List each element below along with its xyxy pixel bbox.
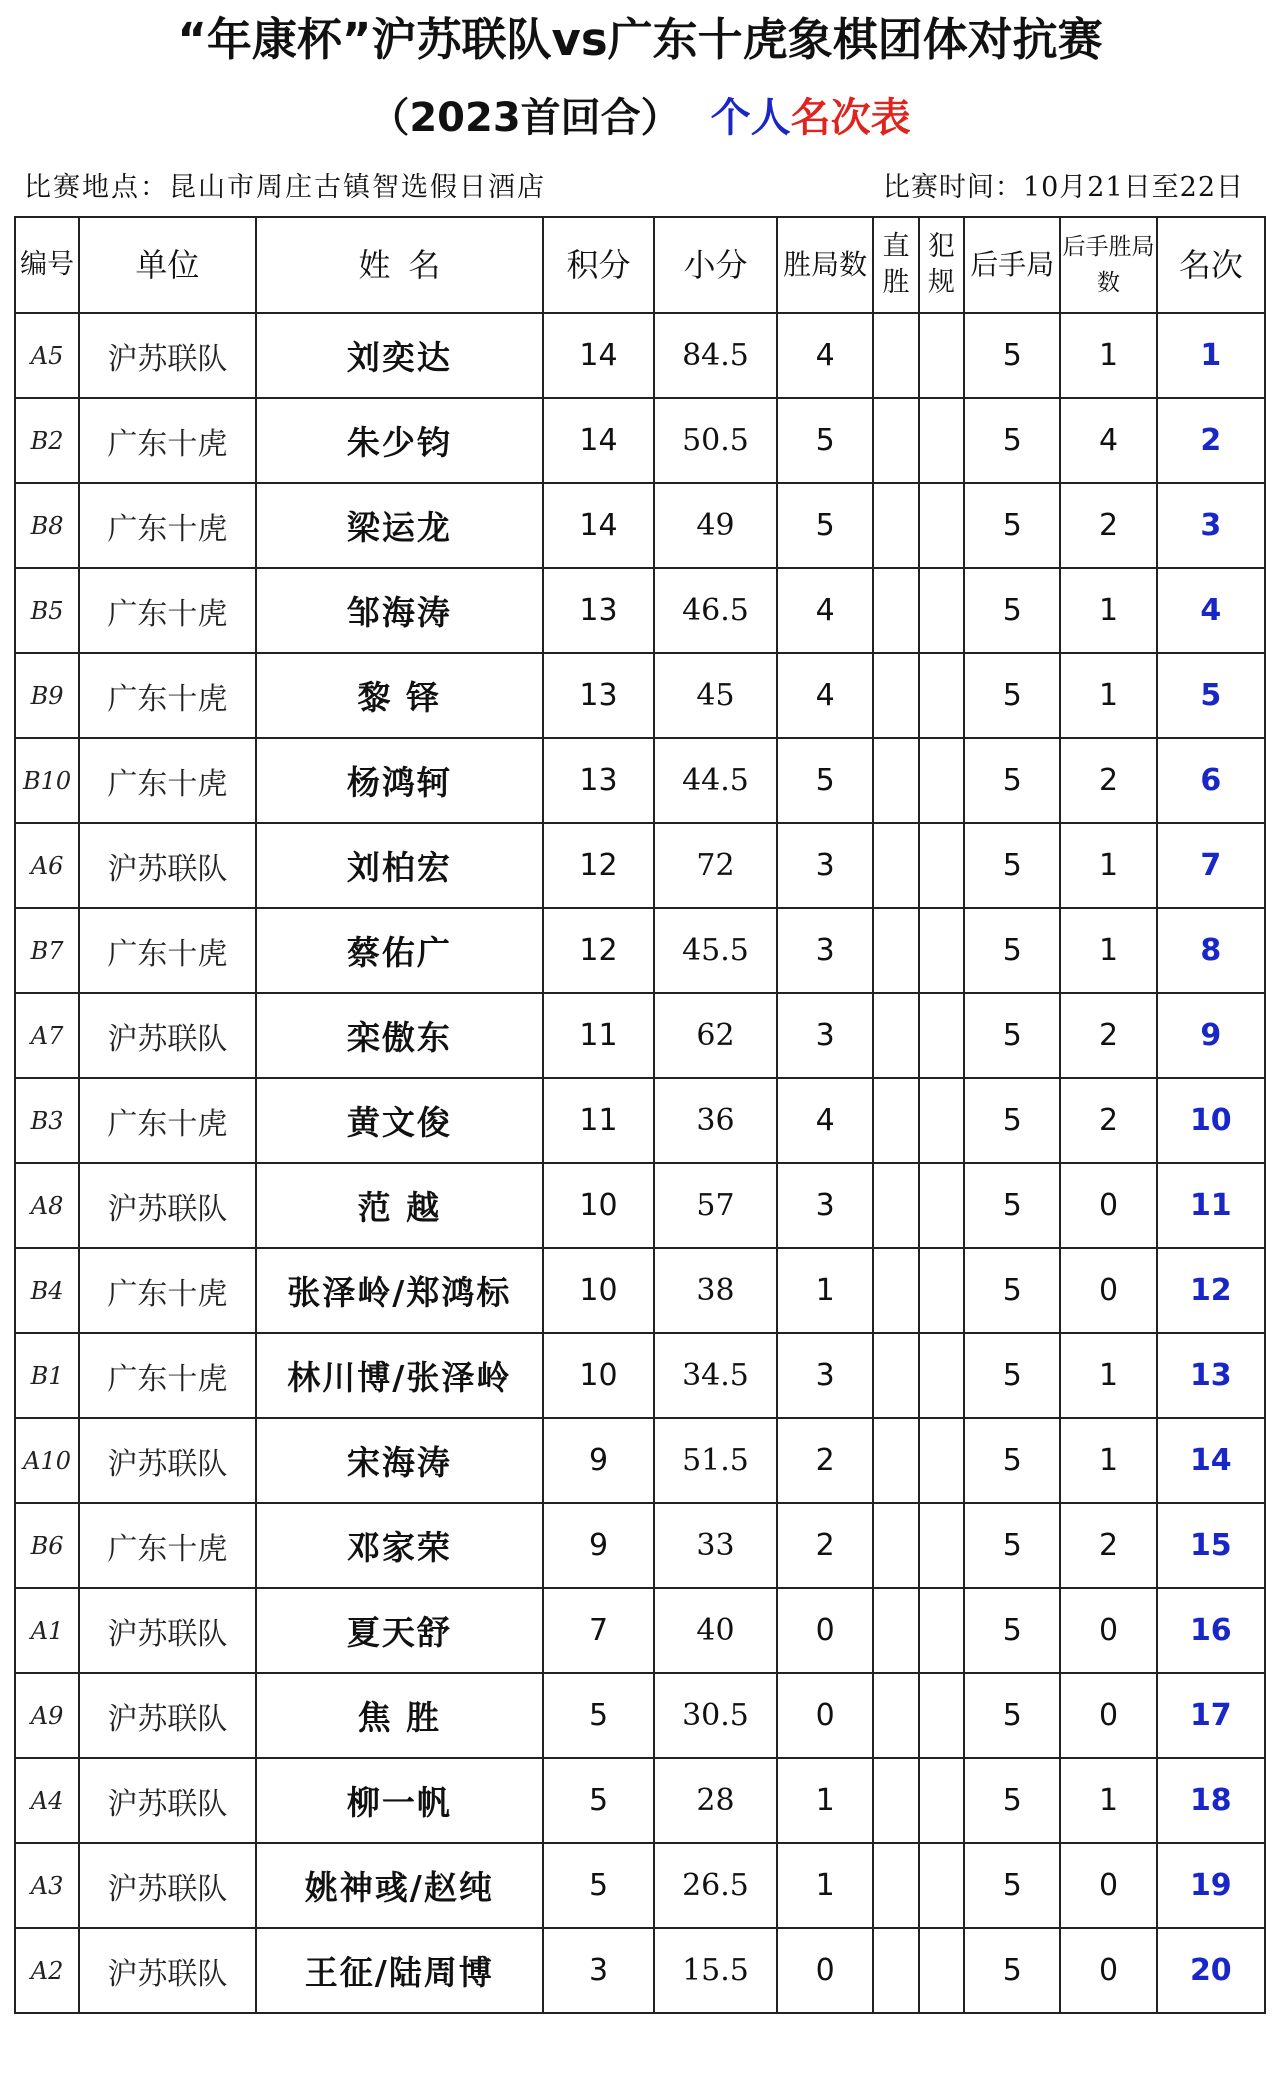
player-black-wins: 0 — [1060, 1928, 1156, 2013]
player-foul — [919, 653, 964, 738]
player-points: 9 — [543, 1418, 654, 1503]
player-code: B6 — [15, 1503, 79, 1588]
player-black-games: 5 — [964, 1503, 1060, 1588]
player-black-wins: 4 — [1060, 398, 1156, 483]
player-team: 沪苏联队 — [79, 1588, 255, 1673]
player-foul — [919, 483, 964, 568]
player-rank: 4 — [1157, 568, 1265, 653]
header-foul: 犯规 — [919, 217, 964, 313]
player-sub-score: 36 — [654, 1078, 777, 1163]
table-name-part2: 名次表 — [790, 95, 911, 141]
player-wins: 3 — [777, 993, 873, 1078]
player-name: 梁运龙 — [256, 483, 543, 568]
player-sub-score: 44.5 — [654, 738, 777, 823]
page-subtitle — [0, 88, 1280, 148]
player-black-wins: 1 — [1060, 1758, 1156, 1843]
player-code: B1 — [15, 1333, 79, 1418]
player-team: 广东十虎 — [79, 398, 255, 483]
player-code: B3 — [15, 1078, 79, 1163]
player-direct-win — [873, 483, 918, 568]
player-foul — [919, 1248, 964, 1333]
player-rank: 14 — [1157, 1418, 1265, 1503]
table-row — [15, 568, 1265, 653]
player-sub-score: 34.5 — [654, 1333, 777, 1418]
player-foul — [919, 1078, 964, 1163]
player-sub-score: 50.5 — [654, 398, 777, 483]
player-sub-score: 46.5 — [654, 568, 777, 653]
player-wins: 3 — [777, 1333, 873, 1418]
player-code: A10 — [15, 1418, 79, 1503]
player-black-wins: 2 — [1060, 1078, 1156, 1163]
player-code: B5 — [15, 568, 79, 653]
player-name: 范 越 — [256, 1163, 543, 1248]
player-rank: 11 — [1157, 1163, 1265, 1248]
player-direct-win — [873, 1503, 918, 1588]
player-code: A4 — [15, 1758, 79, 1843]
table-row — [15, 1928, 1265, 2013]
player-direct-win — [873, 653, 918, 738]
player-name: 刘奕达 — [256, 313, 543, 398]
player-team: 广东十虎 — [79, 483, 255, 568]
header-team: 单位 — [79, 217, 255, 313]
player-team: 沪苏联队 — [79, 313, 255, 398]
player-direct-win — [873, 1673, 918, 1758]
player-wins: 4 — [777, 568, 873, 653]
table-row — [15, 1758, 1265, 1843]
player-points: 10 — [543, 1163, 654, 1248]
player-name: 王征/陆周博 — [256, 1928, 543, 2013]
player-black-wins: 2 — [1060, 738, 1156, 823]
player-team: 沪苏联队 — [79, 1758, 255, 1843]
player-sub-score: 26.5 — [654, 1843, 777, 1928]
player-rank: 20 — [1157, 1928, 1265, 2013]
table-header-row — [15, 217, 1265, 313]
player-black-games: 5 — [964, 653, 1060, 738]
player-foul — [919, 823, 964, 908]
player-points: 12 — [543, 823, 654, 908]
player-sub-score: 84.5 — [654, 313, 777, 398]
player-code: A3 — [15, 1843, 79, 1928]
player-rank: 2 — [1157, 398, 1265, 483]
player-team: 广东十虎 — [79, 1078, 255, 1163]
player-rank: 10 — [1157, 1078, 1265, 1163]
player-direct-win — [873, 1163, 918, 1248]
player-black-wins: 1 — [1060, 568, 1156, 653]
player-foul — [919, 1928, 964, 2013]
player-direct-win — [873, 1843, 918, 1928]
table-name-part1: 个人 — [710, 95, 791, 141]
table-row — [15, 1078, 1265, 1163]
player-points: 10 — [543, 1333, 654, 1418]
player-code: B2 — [15, 398, 79, 483]
player-name: 邓家荣 — [256, 1503, 543, 1588]
player-team: 沪苏联队 — [79, 1673, 255, 1758]
player-rank: 16 — [1157, 1588, 1265, 1673]
player-black-wins: 1 — [1060, 653, 1156, 738]
player-code: B10 — [15, 738, 79, 823]
player-black-games: 5 — [964, 483, 1060, 568]
player-points: 10 — [543, 1248, 654, 1333]
player-wins: 2 — [777, 1418, 873, 1503]
player-points: 7 — [543, 1588, 654, 1673]
player-black-games: 5 — [964, 1843, 1060, 1928]
header-black-wins: 后手胜局数 — [1060, 217, 1156, 313]
player-rank: 15 — [1157, 1503, 1265, 1588]
player-rank: 8 — [1157, 908, 1265, 993]
player-black-games: 5 — [964, 1418, 1060, 1503]
player-direct-win — [873, 568, 918, 653]
player-direct-win — [873, 993, 918, 1078]
player-points: 13 — [543, 738, 654, 823]
player-rank: 19 — [1157, 1843, 1265, 1928]
player-black-games: 5 — [964, 313, 1060, 398]
player-rank: 5 — [1157, 653, 1265, 738]
player-foul — [919, 993, 964, 1078]
player-team: 沪苏联队 — [79, 823, 255, 908]
player-black-wins: 1 — [1060, 823, 1156, 908]
player-foul — [919, 1673, 964, 1758]
player-name: 栾傲东 — [256, 993, 543, 1078]
player-name: 夏天舒 — [256, 1588, 543, 1673]
player-wins: 0 — [777, 1673, 873, 1758]
player-foul — [919, 313, 964, 398]
player-team: 广东十虎 — [79, 738, 255, 823]
player-sub-score: 33 — [654, 1503, 777, 1588]
player-black-games: 5 — [964, 1588, 1060, 1673]
player-team: 广东十虎 — [79, 1248, 255, 1333]
player-code: A5 — [15, 313, 79, 398]
player-rank: 7 — [1157, 823, 1265, 908]
player-black-wins: 1 — [1060, 1333, 1156, 1418]
player-points: 11 — [543, 1078, 654, 1163]
table-row — [15, 1163, 1265, 1248]
player-direct-win — [873, 823, 918, 908]
table-row — [15, 483, 1265, 568]
player-wins: 5 — [777, 398, 873, 483]
player-points: 12 — [543, 908, 654, 993]
player-team: 广东十虎 — [79, 908, 255, 993]
player-sub-score: 62 — [654, 993, 777, 1078]
player-black-games: 5 — [964, 1078, 1060, 1163]
player-wins: 3 — [777, 823, 873, 908]
player-rank: 17 — [1157, 1673, 1265, 1758]
player-code: B9 — [15, 653, 79, 738]
player-foul — [919, 1333, 964, 1418]
player-black-games: 5 — [964, 1928, 1060, 2013]
player-sub-score: 51.5 — [654, 1418, 777, 1503]
player-points: 14 — [543, 313, 654, 398]
player-black-games: 5 — [964, 1248, 1060, 1333]
player-name: 刘柏宏 — [256, 823, 543, 908]
table-row — [15, 823, 1265, 908]
player-code: A7 — [15, 993, 79, 1078]
player-direct-win — [873, 1928, 918, 2013]
player-wins: 1 — [777, 1843, 873, 1928]
player-points: 5 — [543, 1673, 654, 1758]
player-black-wins: 0 — [1060, 1163, 1156, 1248]
player-rank: 1 — [1157, 313, 1265, 398]
player-team: 广东十虎 — [79, 653, 255, 738]
player-direct-win — [873, 398, 918, 483]
player-points: 3 — [543, 1928, 654, 2013]
table-row — [15, 1588, 1265, 1673]
player-name: 张泽岭/郑鸿标 — [256, 1248, 543, 1333]
player-points: 14 — [543, 483, 654, 568]
player-direct-win — [873, 1078, 918, 1163]
header-code: 编号 — [15, 217, 79, 313]
player-wins: 4 — [777, 313, 873, 398]
player-black-games: 5 — [964, 993, 1060, 1078]
player-foul — [919, 1163, 964, 1248]
player-black-wins: 1 — [1060, 1418, 1156, 1503]
player-foul — [919, 568, 964, 653]
player-black-games: 5 — [964, 738, 1060, 823]
player-team: 广东十虎 — [79, 568, 255, 653]
table-row — [15, 993, 1265, 1078]
player-wins: 3 — [777, 908, 873, 993]
player-direct-win — [873, 1418, 918, 1503]
table-row — [15, 1503, 1265, 1588]
player-direct-win — [873, 1758, 918, 1843]
player-wins: 1 — [777, 1248, 873, 1333]
player-name: 邹海涛 — [256, 568, 543, 653]
header-black-games: 后手局 — [964, 217, 1060, 313]
player-foul — [919, 1588, 964, 1673]
player-points: 5 — [543, 1843, 654, 1928]
time-info: 比赛时间：10月21日至22日 — [882, 172, 1244, 203]
player-foul — [919, 1418, 964, 1503]
table-row — [15, 1843, 1265, 1928]
header-sub-score: 小分 — [654, 217, 777, 313]
player-name: 林川博/张泽岭 — [256, 1333, 543, 1418]
player-foul — [919, 738, 964, 823]
player-wins: 2 — [777, 1503, 873, 1588]
player-name: 黄文俊 — [256, 1078, 543, 1163]
player-black-games: 5 — [964, 908, 1060, 993]
player-sub-score: 72 — [654, 823, 777, 908]
player-sub-score: 57 — [654, 1163, 777, 1248]
player-code: A8 — [15, 1163, 79, 1248]
player-wins: 4 — [777, 1078, 873, 1163]
player-foul — [919, 1843, 964, 1928]
player-wins: 4 — [777, 653, 873, 738]
player-points: 13 — [543, 568, 654, 653]
player-team: 沪苏联队 — [79, 1843, 255, 1928]
player-black-wins: 0 — [1060, 1843, 1156, 1928]
player-black-games: 5 — [964, 1163, 1060, 1248]
table-row — [15, 313, 1265, 398]
player-points: 5 — [543, 1758, 654, 1843]
player-black-wins: 1 — [1060, 908, 1156, 993]
player-points: 9 — [543, 1503, 654, 1588]
table-row — [15, 738, 1265, 823]
table-row — [15, 653, 1265, 738]
player-black-games: 5 — [964, 1758, 1060, 1843]
player-name: 朱少钧 — [256, 398, 543, 483]
player-foul — [919, 908, 964, 993]
player-code: B7 — [15, 908, 79, 993]
table-row — [15, 1248, 1265, 1333]
header-rank: 名次 — [1157, 217, 1265, 313]
player-sub-score: 40 — [654, 1588, 777, 1673]
player-wins: 0 — [777, 1928, 873, 2013]
player-black-wins: 1 — [1060, 313, 1156, 398]
player-team: 沪苏联队 — [79, 1928, 255, 2013]
player-wins: 5 — [777, 738, 873, 823]
player-code: A6 — [15, 823, 79, 908]
player-team: 沪苏联队 — [79, 1163, 255, 1248]
player-team: 沪苏联队 — [79, 993, 255, 1078]
player-sub-score: 30.5 — [654, 1673, 777, 1758]
player-direct-win — [873, 738, 918, 823]
player-foul — [919, 1758, 964, 1843]
header-name: 姓名 — [256, 217, 543, 313]
header-wins: 胜局数 — [777, 217, 873, 313]
ranking-table — [14, 216, 1266, 2014]
player-rank: 9 — [1157, 993, 1265, 1078]
player-points: 11 — [543, 993, 654, 1078]
player-name: 黎 铎 — [256, 653, 543, 738]
player-sub-score: 45 — [654, 653, 777, 738]
player-team: 沪苏联队 — [79, 1418, 255, 1503]
player-black-games: 5 — [964, 1673, 1060, 1758]
player-direct-win — [873, 1333, 918, 1418]
player-direct-win — [873, 908, 918, 993]
player-black-games: 5 — [964, 398, 1060, 483]
player-wins: 1 — [777, 1758, 873, 1843]
player-name: 宋海涛 — [256, 1418, 543, 1503]
venue-info: 比赛地点：昆山市周庄古镇智选假日酒店 — [24, 172, 546, 203]
player-rank: 12 — [1157, 1248, 1265, 1333]
table-row — [15, 1673, 1265, 1758]
player-name: 焦 胜 — [256, 1673, 543, 1758]
player-code: A1 — [15, 1588, 79, 1673]
player-sub-score: 15.5 — [654, 1928, 777, 2013]
player-code: A9 — [15, 1673, 79, 1758]
player-sub-score: 45.5 — [654, 908, 777, 993]
player-points: 13 — [543, 653, 654, 738]
player-sub-score: 49 — [654, 483, 777, 568]
player-name: 杨鸿轲 — [256, 738, 543, 823]
player-rank: 3 — [1157, 483, 1265, 568]
player-team: 广东十虎 — [79, 1333, 255, 1418]
player-rank: 13 — [1157, 1333, 1265, 1418]
player-name: 姚神彧/赵纯 — [256, 1843, 543, 1928]
player-code: B8 — [15, 483, 79, 568]
player-foul — [919, 1503, 964, 1588]
player-black-wins: 0 — [1060, 1588, 1156, 1673]
player-black-wins: 0 — [1060, 1248, 1156, 1333]
player-black-games: 5 — [964, 568, 1060, 653]
header-points: 积分 — [543, 217, 654, 313]
player-name: 柳一帆 — [256, 1758, 543, 1843]
player-wins: 0 — [777, 1588, 873, 1673]
player-rank: 18 — [1157, 1758, 1265, 1843]
player-black-wins: 2 — [1060, 483, 1156, 568]
page-title: “年康杯”沪苏联队vs广东十虎象棋团体对抗赛 — [177, 13, 1103, 66]
player-code: A2 — [15, 1928, 79, 2013]
table-row — [15, 1418, 1265, 1503]
player-black-games: 5 — [964, 823, 1060, 908]
table-row — [15, 1333, 1265, 1418]
player-sub-score: 28 — [654, 1758, 777, 1843]
player-sub-score: 38 — [654, 1248, 777, 1333]
player-foul — [919, 398, 964, 483]
player-black-wins: 2 — [1060, 993, 1156, 1078]
player-code: B4 — [15, 1248, 79, 1333]
header-direct-win: 直胜 — [873, 217, 918, 313]
player-rank: 6 — [1157, 738, 1265, 823]
table-row — [15, 398, 1265, 483]
player-direct-win — [873, 1248, 918, 1333]
player-black-games: 5 — [964, 1333, 1060, 1418]
round-label: （2023首回合） — [369, 95, 681, 141]
player-direct-win — [873, 313, 918, 398]
player-wins: 3 — [777, 1163, 873, 1248]
player-black-wins: 0 — [1060, 1673, 1156, 1758]
player-team: 广东十虎 — [79, 1503, 255, 1588]
player-direct-win — [873, 1588, 918, 1673]
player-wins: 5 — [777, 483, 873, 568]
player-name: 蔡佑广 — [256, 908, 543, 993]
table-row — [15, 908, 1265, 993]
player-black-wins: 2 — [1060, 1503, 1156, 1588]
player-points: 14 — [543, 398, 654, 483]
